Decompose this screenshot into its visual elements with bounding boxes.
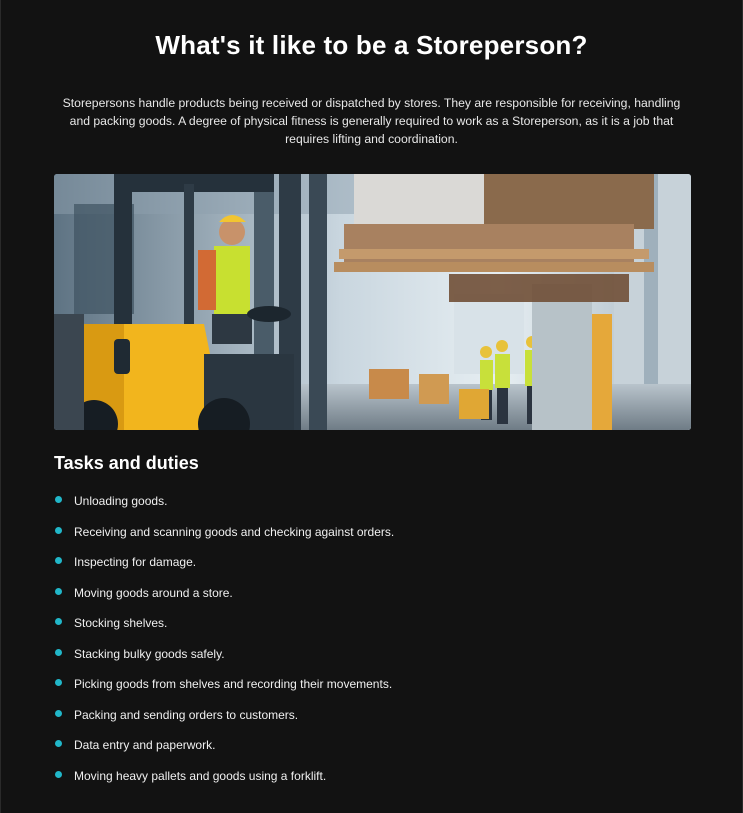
- task-text: Data entry and paperwork.: [74, 738, 216, 752]
- task-text: Packing and sending orders to customers.: [74, 707, 299, 722]
- page-title: What's it like to be a Storeperson?: [155, 30, 588, 60]
- list-item: [54, 706, 394, 737]
- list-item: [54, 767, 394, 798]
- task-text: Receiving and scanning goods and checking against orders.: [74, 524, 395, 539]
- task-text: Picking goods from shelves and recording their movements.: [74, 677, 393, 691]
- task-text: Moving heavy pallets and goods using a forklift.: [74, 768, 327, 783]
- forklift-warehouse-illustration: [54, 174, 691, 430]
- tasks-list: [54, 492, 394, 797]
- list-item: [54, 584, 394, 615]
- bullet-icon: [55, 557, 62, 564]
- list-item: [54, 492, 394, 523]
- list-item: [54, 553, 394, 584]
- list-item: [54, 675, 394, 706]
- hero-image: [54, 174, 691, 430]
- list-item: [54, 614, 394, 645]
- bullet-icon: [55, 588, 62, 595]
- task-text: Moving goods around a store.: [74, 585, 233, 600]
- bullet-icon: [55, 496, 62, 503]
- list-item: [54, 736, 394, 767]
- bullet-icon: [55, 618, 62, 625]
- tasks-heading: Tasks and duties: [54, 453, 199, 473]
- bullet-icon: [55, 649, 62, 656]
- task-text: Stacking bulky goods safely.: [74, 646, 225, 661]
- intro-paragraph: Storepersons handle products being received or dispatched by stores. They are responsible for receiving, handling and packing goods. A degree of physical fitness is generally required to work as a Storeperson, as it is a job that requires lifting and coordination.: [62, 96, 681, 146]
- bullet-icon: [55, 527, 62, 534]
- list-item: [54, 523, 394, 554]
- bullet-icon: [55, 710, 62, 717]
- list-item: [54, 645, 394, 676]
- bullet-icon: [55, 740, 62, 747]
- task-text: Stocking shelves.: [74, 616, 168, 630]
- bullet-icon: [55, 679, 62, 686]
- bullet-icon: [55, 771, 62, 778]
- task-text: Unloading goods.: [74, 494, 168, 508]
- task-text: Inspecting for damage.: [74, 555, 197, 569]
